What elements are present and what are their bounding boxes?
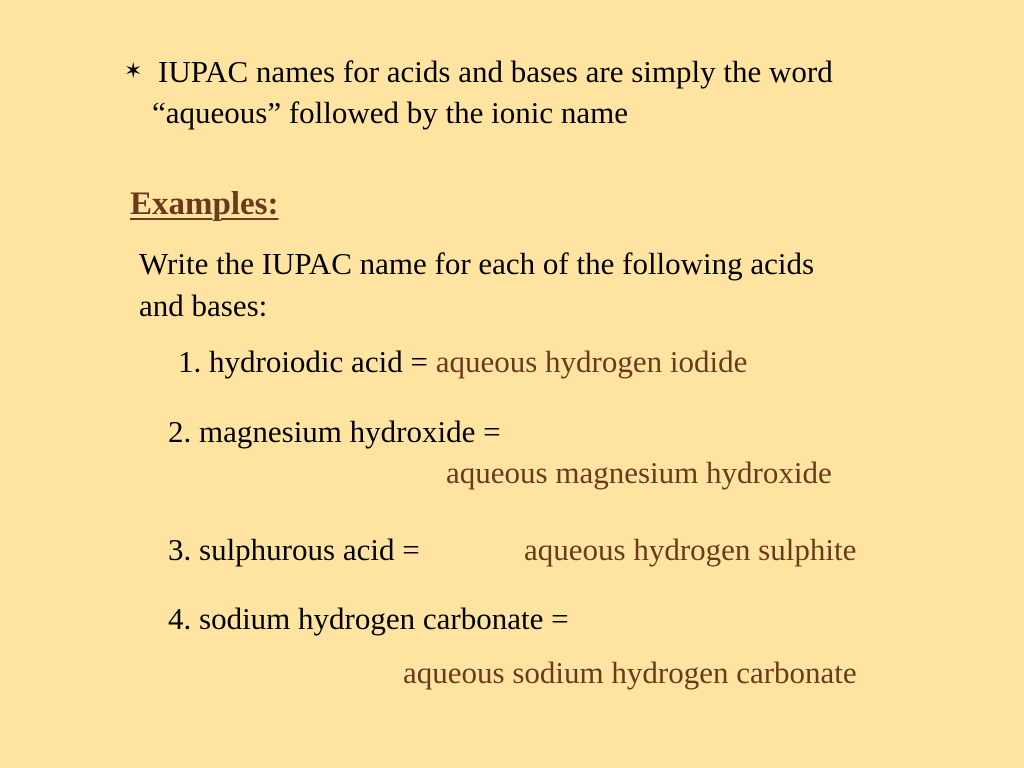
example-4-answer: aqueous sodium hydrogen carbonate [403, 655, 857, 690]
example-1-answer: aqueous hydrogen iodide [435, 344, 748, 379]
examples-heading: Examples: [130, 186, 279, 222]
example-3-answer: aqueous hydrogen sulphite [524, 532, 857, 567]
example-4-question: 4. sodium hydrogen carbonate = [168, 601, 569, 636]
example-2-question: 2. magnesium hydroxide = [168, 414, 501, 449]
star-bullet-icon: ✶ [124, 58, 143, 83]
bullet-text-line-2: “aqueous” followed by the ionic name [152, 95, 629, 130]
example-1-question: 1. hydroiodic acid = [178, 344, 436, 379]
example-1 [178, 343, 747, 381]
bullet-text-line-1: IUPAC names for acids and bases are simply the word [158, 54, 833, 89]
instruction-line-2: and bases: [139, 288, 268, 323]
example-2-answer: aqueous magnesium hydroxide [446, 455, 832, 490]
instruction-line-1: Write the IUPAC name for each of the following acids [139, 246, 815, 281]
example-3-question: 3. sulphurous acid = [168, 532, 420, 567]
